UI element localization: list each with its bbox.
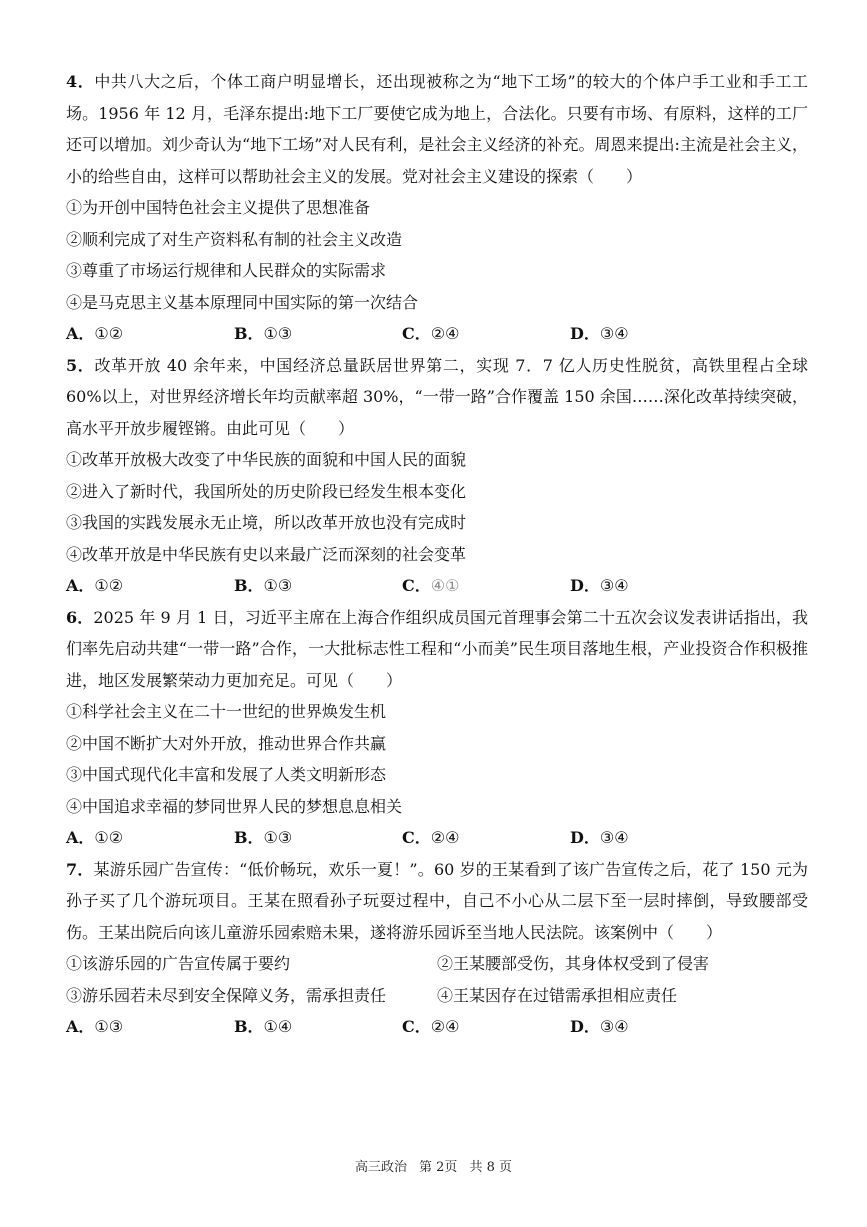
option-2: ②王某腰部受伤，其身体权受到了侵害 <box>437 954 710 973</box>
choice-text: ②④ <box>430 324 460 343</box>
choice-text: ③④ <box>599 1017 629 1036</box>
option-3: ③中国式现代化丰富和发展了人类文明新形态 <box>66 765 387 784</box>
option-3: ③游乐园若未尽到安全保障义务，需承担责任 <box>66 985 387 1005</box>
answer-choices <box>66 318 808 350</box>
choice-letter: C． <box>402 324 431 343</box>
option-3: ③尊重了市场运行规律和人民群众的实际需求 <box>66 261 387 280</box>
option-2: ②进入了新时代，我国所处的历史阶段已经发生根本变化 <box>66 481 467 501</box>
choice-text: ①③ <box>263 324 293 343</box>
choice-text: ①③ <box>263 828 293 847</box>
choice-letter: D． <box>570 576 600 595</box>
choice-text: ①③ <box>94 1017 124 1036</box>
option-row <box>66 980 808 1012</box>
option-2: ②顺利完成了对生产资料私有制的社会主义改造 <box>66 229 403 249</box>
page-footer <box>0 1156 867 1175</box>
question-stem <box>66 854 808 949</box>
question-number: 5． <box>66 355 95 375</box>
question-text: 某游乐园广告宣传：“低价畅玩，欢乐一夏！”。60 岁的王某看到了该广告宣传之后，花了 150 元为孙子买了几个游玩项目。王某在照看孙子玩耍过程中，自己不小心从二层下至一层时摔倒，导致腰部受伤。王某出院后向该儿童游乐园索赔未果，遂将游乐园诉至当地人民法院。该案例中（ ） <box>66 859 808 942</box>
question-4 <box>66 66 808 350</box>
question-text: 改革开放 40 余年来，中国经济总量跃居世界第二，实现 7．7 亿人历史性脱贫，高铁里程占全球 60%以上，对世界经济增长年均贡献率超 30%，“一带一路”合作覆盖 150 余国……深化改革持续突破，高水平开放步履铿锵。由此可见（ ） <box>66 355 808 438</box>
choice-text: ①② <box>94 576 124 595</box>
choice-letter: B． <box>234 576 264 595</box>
question-text: 2025 年 9 月 1 日，习近平主席在上海合作组织成员国元首理事会第二十五次会议发表讲话指出，我们率先启动共建“一带一路”合作，一大批标志性工程和“小而美”民生项目落地生根，产业投资合作积极推进，地区发展繁荣动力更加充足。可见（ ） <box>66 607 808 690</box>
choice-letter: B． <box>234 828 264 847</box>
questions-area <box>66 66 808 1043</box>
choice-text: ②④ <box>430 1017 460 1036</box>
choice-a <box>66 318 234 350</box>
footer-total-pages: 共 8 页 <box>469 1160 512 1175</box>
choice-c <box>402 822 570 854</box>
choice-d <box>570 822 738 854</box>
option-4: ④是马克思主义基本原理同中国实际的第一次结合 <box>66 292 419 312</box>
choice-c <box>402 318 570 350</box>
answer-choices <box>66 1011 808 1043</box>
choice-d <box>570 1011 738 1043</box>
choice-text: ①③ <box>263 576 293 595</box>
choice-text: ③④ <box>599 324 629 343</box>
question-stem <box>66 602 808 697</box>
choice-b <box>234 1011 402 1043</box>
choice-letter: B． <box>234 324 264 343</box>
option-1: ①改革开放极大改变了中华民族的面貌和中国人民的面貌 <box>66 450 467 469</box>
answer-choices <box>66 570 808 602</box>
choice-letter: A． <box>66 1017 95 1036</box>
choice-letter: D． <box>570 324 600 343</box>
choice-c <box>402 570 570 602</box>
option-4: ④改革开放是中华民族有史以来最广泛而深刻的社会变革 <box>66 544 467 564</box>
choice-letter: D． <box>570 828 600 847</box>
choice-letter: C． <box>402 576 431 595</box>
choice-a <box>66 1011 234 1043</box>
question-stem <box>66 66 808 192</box>
choice-letter: D． <box>570 1017 600 1036</box>
choice-b <box>234 822 402 854</box>
choice-letter: A． <box>66 324 95 343</box>
choice-c <box>402 1011 570 1043</box>
choice-text: ④① <box>430 576 460 595</box>
choice-letter: B． <box>234 1017 264 1036</box>
choice-text: ③④ <box>599 828 629 847</box>
option-4: ④王某因存在过错需承担相应责任 <box>437 985 678 1005</box>
question-text: 中共八大之后，个体工商户明显增长，还出现被称之为“地下工场”的较大的个体户手工业和手工工场。1956 年 12 月，毛泽东提出:地下工厂要使它成为地上，合法化。只要有市场、有原料，这样的工厂还可以增加。刘少奇认为“地下工场”对人民有利，是社会主义经济的补充。周恩来提出:主流是社会主义，小的给些自由，这样可以帮助社会主义的发展。党对社会主义建设的探索（ ） <box>66 72 808 186</box>
question-7 <box>66 854 808 1043</box>
choice-text: ①② <box>94 324 124 343</box>
choice-d <box>570 570 738 602</box>
question-5 <box>66 350 808 602</box>
question-stem <box>66 350 808 445</box>
footer-subject: 高三政治 <box>355 1160 408 1175</box>
choice-letter: C． <box>402 1017 431 1036</box>
choice-letter: A． <box>66 828 95 847</box>
question-6 <box>66 602 808 854</box>
choice-letter: C． <box>402 828 431 847</box>
option-4: ④中国追求幸福的梦同世界人民的梦想息息相关 <box>66 796 403 816</box>
question-number: 4． <box>66 72 95 91</box>
option-2: ②中国不断扩大对外开放，推动世界合作共赢 <box>66 733 387 753</box>
footer-page-number: 第 2页 <box>419 1160 458 1175</box>
choice-text: ①② <box>94 828 124 847</box>
choice-text: ②④ <box>430 828 460 847</box>
choice-d <box>570 318 738 350</box>
choice-letter: A． <box>66 576 95 595</box>
option-1: ①科学社会主义在二十一世纪的世界焕发生机 <box>66 702 387 721</box>
option-1: ①为开创中国特色社会主义提供了思想准备 <box>66 198 371 217</box>
option-3: ③我国的实践发展永无止境，所以改革开放也没有完成时 <box>66 513 467 532</box>
choice-text: ③④ <box>599 576 629 595</box>
option-row <box>66 948 808 980</box>
choice-b <box>234 570 402 602</box>
question-number: 7． <box>66 859 94 879</box>
answer-choices <box>66 822 808 854</box>
choice-text: ①④ <box>263 1017 293 1036</box>
choice-b <box>234 318 402 350</box>
option-1: ①该游乐园的广告宣传属于要约 <box>66 954 291 973</box>
question-number: 6． <box>66 607 94 627</box>
choice-a <box>66 570 234 602</box>
choice-a <box>66 822 234 854</box>
